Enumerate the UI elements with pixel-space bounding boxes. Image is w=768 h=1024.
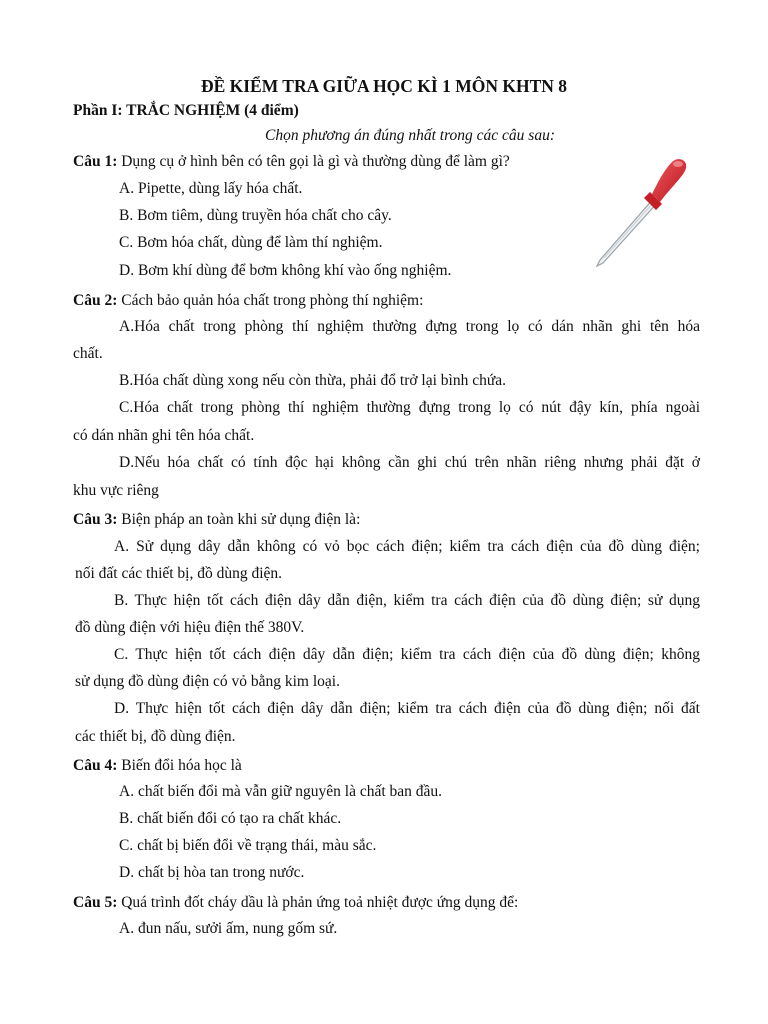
q3-option-d-line1: D. Thực hiện tốt cách điện dây dẫn điện; kiểm tra cách điện của đồ dùng điện; nối đất — [114, 700, 700, 717]
question-text: Cách bảo quản hóa chất trong phòng thí nghiệm: — [121, 292, 424, 309]
question-4 — [73, 756, 242, 776]
q1-option-a: A. Pipette, dùng lấy hóa chất. — [119, 180, 303, 197]
q3-option-a-line1: A. Sử dụng dây dẫn không có vỏ bọc cách điện; kiểm tra cách điện của đồ dùng điện; — [114, 538, 700, 555]
q2-option-c-line2: có dán nhãn ghi tên hóa chất. — [73, 427, 255, 444]
q2-option-d-line2: khu vực riêng — [73, 482, 159, 499]
q2-option-b: B.Hóa chất dùng xong nếu còn thừa, phải đổ trở lại bình chứa. — [119, 372, 507, 389]
section-heading: Phần I: TRẮC NGHIỆM (4 điểm) — [73, 102, 299, 119]
q3-option-b-line2: đồ dùng điện với hiệu điện thế 380V. — [75, 619, 305, 636]
question-label: Câu 1: — [73, 153, 118, 170]
question-1 — [73, 152, 510, 172]
q3-option-c-line1: C. Thực hiện tốt cách điện dây dẫn điện; kiểm tra cách điện của đồ dùng điện; không — [114, 646, 700, 663]
q1-option-d: D. Bơm khí dùng để bơm không khí vào ống nghiệm. — [119, 262, 452, 279]
q5-option-a: A. đun nấu, sưởi ấm, nung gốm sứ. — [119, 920, 338, 937]
q1-option-c: C. Bơm hóa chất, dùng để làm thí nghiệm. — [119, 234, 383, 251]
q2-option-c-line1: C.Hóa chất trong phòng thí nghiệm thường đựng trong lọ có nút đậy kín, phía ngoài — [119, 399, 700, 416]
question-label: Câu 4: — [73, 757, 118, 774]
question-text: Biện pháp an toàn khi sử dụng điện là: — [121, 511, 361, 528]
q4-option-b: B. chất biến đổi có tạo ra chất khác. — [119, 810, 342, 827]
q4-option-d: D. chất bị hòa tan trong nước. — [119, 864, 305, 881]
question-text: Biến đổi hóa học là — [121, 757, 242, 774]
q3-option-a-line2: nối đất các thiết bị, đồ dùng điện. — [75, 565, 283, 582]
question-text: Dụng cụ ở hình bên có tên gọi là gì và thường dùng để làm gì? — [121, 153, 510, 170]
q2-option-a-line2: chất. — [73, 345, 103, 362]
question-2 — [73, 291, 423, 311]
instruction: Chọn phương án đúng nhất trong các câu sau: — [265, 127, 555, 144]
question-label: Câu 3: — [73, 511, 118, 528]
question-label: Câu 5: — [73, 894, 118, 911]
question-3 — [73, 510, 360, 530]
q4-option-a: A. chất biến đổi mà vẫn giữ nguyên là chất ban đầu. — [119, 783, 443, 800]
question-label: Câu 2: — [73, 292, 118, 309]
q2-option-d-line1: D.Nếu hóa chất có tính độc hại không cần ghi chú trên nhãn riêng nhưng phải đặt ở — [119, 454, 700, 471]
q3-option-c-line2: sử dụng đồ dùng điện có vỏ bằng kim loại. — [75, 673, 340, 690]
q3-option-b-line1: B. Thực hiện tốt cách điện dây dẫn điện, kiểm tra cách điện của đồ dùng điện; sử dụng — [114, 592, 700, 609]
question-text: Quá trình đốt cháy dầu là phản ứng toả nhiệt được ứng dụng để: — [121, 894, 519, 911]
q3-option-d-line2: các thiết bị, đồ dùng điện. — [75, 728, 236, 745]
q2-option-a-line1: A.Hóa chất trong phòng thí nghiệm thường đựng trong lọ có dán nhãn ghi tên hóa — [119, 318, 700, 335]
q1-option-b: B. Bơm tiêm, dùng truyền hóa chất cho cây. — [119, 207, 392, 224]
question-5 — [73, 893, 518, 913]
pipette-icon — [592, 152, 692, 272]
q4-option-c: C. chất bị biến đổi về trạng thái, màu sắc. — [119, 837, 377, 854]
exam-title: ĐỀ KIỂM TRA GIỮA HỌC KÌ 1 MÔN KHTN 8 — [200, 76, 568, 96]
